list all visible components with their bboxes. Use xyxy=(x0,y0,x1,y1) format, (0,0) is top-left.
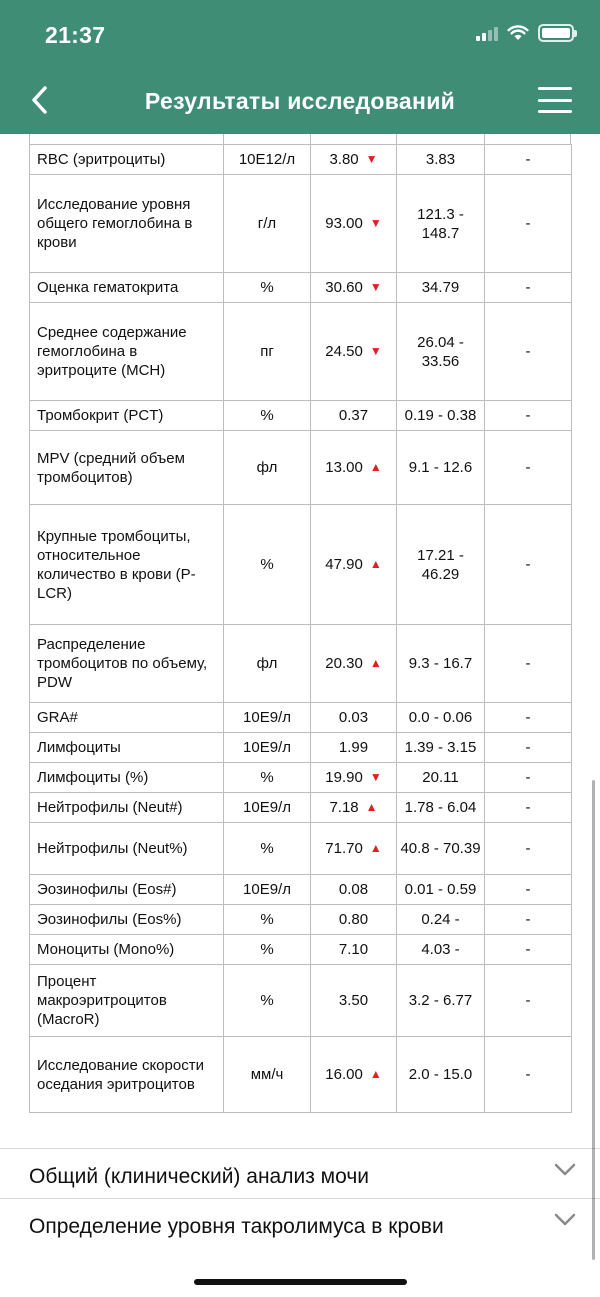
menu-line xyxy=(538,99,572,102)
reference-range-cell: 1.78 - 6.04 xyxy=(397,793,485,823)
table-row xyxy=(30,733,572,763)
value-cell xyxy=(311,823,397,875)
value-text: 20.30 xyxy=(325,655,363,672)
value-cell xyxy=(311,145,397,175)
extra-cell: - xyxy=(485,505,572,625)
table-row xyxy=(30,935,572,965)
status-icons xyxy=(476,24,574,42)
unit-cell: 10E9/л xyxy=(224,793,311,823)
value-text: 30.60 xyxy=(325,279,363,296)
value-cell xyxy=(311,401,397,431)
results-table xyxy=(29,144,572,1113)
scrollbar[interactable] xyxy=(592,780,595,1260)
unit-cell: % xyxy=(224,965,311,1037)
test-name-cell: Моноциты (Mono%) xyxy=(30,935,224,965)
reference-range-cell: 9.3 - 16.7 xyxy=(397,625,485,703)
test-name-cell: Эозинофилы (Eos#) xyxy=(30,875,224,905)
unit-cell: % xyxy=(224,505,311,625)
extra-cell: - xyxy=(485,273,572,303)
extra-cell: - xyxy=(485,703,572,733)
extra-cell: - xyxy=(485,145,572,175)
value-cell xyxy=(311,733,397,763)
menu-line xyxy=(538,87,572,90)
above-range-icon: ▲ xyxy=(365,800,378,814)
table-row xyxy=(30,431,572,505)
extra-cell: - xyxy=(485,1037,572,1113)
reference-range-cell: 2.0 - 15.0 xyxy=(397,1037,485,1113)
test-name-cell: Нейтрофилы (Neut%) xyxy=(30,823,224,875)
reference-range-cell: 26.04 - 33.56 xyxy=(397,303,485,401)
table-row xyxy=(30,625,572,703)
below-range-icon: ▼ xyxy=(369,770,382,784)
value-cell xyxy=(311,875,397,905)
value-text: 47.90 xyxy=(325,556,363,573)
reference-range-cell: 40.8 - 70.39 xyxy=(397,823,485,875)
extra-cell: - xyxy=(485,875,572,905)
test-name-cell: Лимфоциты (%) xyxy=(30,763,224,793)
test-name-cell: Тромбокрит (PCT) xyxy=(30,401,224,431)
chevron-down-icon xyxy=(554,1163,576,1177)
table-row xyxy=(30,303,572,401)
test-name-cell: RBC (эритроциты) xyxy=(30,145,224,175)
reference-range-cell: 0.01 - 0.59 xyxy=(397,875,485,905)
value-text: 0.03 xyxy=(338,709,369,726)
reference-range-cell: 9.1 - 12.6 xyxy=(397,431,485,505)
reference-range-cell: 3.83 xyxy=(397,145,485,175)
value-cell xyxy=(311,905,397,935)
value-cell xyxy=(311,175,397,273)
table-row xyxy=(30,905,572,935)
value-cell xyxy=(311,303,397,401)
reference-range-cell: 121.3 - 148.7 xyxy=(397,175,485,273)
value-cell xyxy=(311,965,397,1037)
extra-cell: - xyxy=(485,965,572,1037)
value-text: 71.70 xyxy=(325,840,363,857)
above-range-icon: ▲ xyxy=(369,460,382,474)
table-row xyxy=(30,175,572,273)
test-name-cell: Исследование скорости оседания эритроцитов xyxy=(30,1037,224,1113)
value-text: 3.50 xyxy=(338,992,369,1009)
table-row xyxy=(30,875,572,905)
below-range-icon: ▼ xyxy=(369,344,382,358)
test-name-cell: Эозинофилы (Eos%) xyxy=(30,905,224,935)
value-text: 19.90 xyxy=(325,769,363,786)
unit-cell: г/л xyxy=(224,175,311,273)
section-tacrolimus[interactable] xyxy=(0,1198,600,1248)
reference-range-cell: 1.39 - 3.15 xyxy=(397,733,485,763)
reference-range-cell: 3.2 - 6.77 xyxy=(397,965,485,1037)
value-cell xyxy=(311,763,397,793)
above-range-icon: ▲ xyxy=(369,1067,382,1081)
status-time: 21:37 xyxy=(45,22,106,48)
unit-cell: % xyxy=(224,273,311,303)
value-text: 0.37 xyxy=(338,407,369,424)
wifi-icon xyxy=(507,25,529,41)
value-cell xyxy=(311,703,397,733)
test-name-cell: GRA# xyxy=(30,703,224,733)
unit-cell: мм/ч xyxy=(224,1037,311,1113)
unit-cell: 10E12/л xyxy=(224,145,311,175)
section-title: Определение уровня такролимуса в крови xyxy=(29,1215,444,1238)
value-cell xyxy=(311,273,397,303)
value-text: 0.08 xyxy=(338,881,369,898)
test-name-cell: Процент макроэритроцитов (MacroR) xyxy=(30,965,224,1037)
section-title: Общий (клинический) анализ мочи xyxy=(29,1165,369,1188)
below-range-icon: ▼ xyxy=(369,216,382,230)
table-row xyxy=(30,763,572,793)
extra-cell: - xyxy=(485,935,572,965)
value-cell xyxy=(311,935,397,965)
test-name-cell: MPV (средний объем тромбоцитов) xyxy=(30,431,224,505)
results-table-container[interactable] xyxy=(29,134,571,1113)
value-cell xyxy=(311,793,397,823)
table-row xyxy=(30,505,572,625)
unit-cell: 10E9/л xyxy=(224,875,311,905)
table-top-edge xyxy=(29,134,571,144)
table-row xyxy=(30,273,572,303)
test-name-cell: Распределение тромбоцитов по объему, PDW xyxy=(30,625,224,703)
table-row xyxy=(30,703,572,733)
extra-cell: - xyxy=(485,401,572,431)
table-row xyxy=(30,401,572,431)
value-text: 24.50 xyxy=(325,343,363,360)
extra-cell: - xyxy=(485,763,572,793)
collapsed-sections xyxy=(0,1148,600,1248)
value-text: 0.80 xyxy=(338,911,369,928)
app-header xyxy=(0,0,600,134)
home-indicator[interactable] xyxy=(194,1279,407,1285)
value-cell xyxy=(311,625,397,703)
unit-cell: пг xyxy=(224,303,311,401)
value-cell xyxy=(311,505,397,625)
value-text: 7.18 xyxy=(329,799,359,816)
extra-cell: - xyxy=(485,625,572,703)
unit-cell: 10E9/л xyxy=(224,703,311,733)
extra-cell: - xyxy=(485,905,572,935)
above-range-icon: ▲ xyxy=(369,656,382,670)
unit-cell: 10E9/л xyxy=(224,733,311,763)
extra-cell: - xyxy=(485,431,572,505)
value-text: 16.00 xyxy=(325,1066,363,1083)
unit-cell: % xyxy=(224,763,311,793)
extra-cell: - xyxy=(485,823,572,875)
menu-button[interactable] xyxy=(538,87,572,113)
value-text: 1.99 xyxy=(338,739,369,756)
reference-range-cell: 17.21 - 46.29 xyxy=(397,505,485,625)
test-name-cell: Лимфоциты xyxy=(30,733,224,763)
above-range-icon: ▲ xyxy=(369,841,382,855)
test-name-cell: Оценка гематокрита xyxy=(30,273,224,303)
extra-cell: - xyxy=(485,175,572,273)
table-row xyxy=(30,965,572,1037)
reference-range-cell: 4.03 - xyxy=(397,935,485,965)
test-name-cell: Крупные тромбоциты, относительное количество в крови (P-LCR) xyxy=(30,505,224,625)
extra-cell: - xyxy=(485,733,572,763)
table-row xyxy=(30,823,572,875)
test-name-cell: Исследование уровня общего гемоглобина в крови xyxy=(30,175,224,273)
value-text: 7.10 xyxy=(338,941,369,958)
page-title: Результаты исследований xyxy=(144,88,456,114)
below-range-icon: ▼ xyxy=(365,152,378,166)
test-name-cell: Нейтрофилы (Neut#) xyxy=(30,793,224,823)
reference-range-cell: 0.0 - 0.06 xyxy=(397,703,485,733)
reference-range-cell: 0.24 - xyxy=(397,905,485,935)
value-cell xyxy=(311,1037,397,1113)
reference-range-cell: 0.19 - 0.38 xyxy=(397,401,485,431)
unit-cell: % xyxy=(224,401,311,431)
chevron-down-icon xyxy=(554,1213,576,1227)
unit-cell: фл xyxy=(224,625,311,703)
test-name-cell: Среднее содержание гемоглобина в эритроците (MCH) xyxy=(30,303,224,401)
unit-cell: % xyxy=(224,823,311,875)
extra-cell: - xyxy=(485,793,572,823)
table-row xyxy=(30,1037,572,1113)
cellular-signal-icon xyxy=(476,25,498,41)
menu-line xyxy=(538,110,572,113)
value-text: 3.80 xyxy=(329,151,359,168)
above-range-icon: ▲ xyxy=(369,557,382,571)
unit-cell: % xyxy=(224,905,311,935)
table-row xyxy=(30,793,572,823)
reference-range-cell: 20.11 xyxy=(397,763,485,793)
battery-icon xyxy=(538,24,574,42)
value-text: 13.00 xyxy=(325,459,363,476)
below-range-icon: ▼ xyxy=(369,280,382,294)
value-cell xyxy=(311,431,397,505)
extra-cell: - xyxy=(485,303,572,401)
unit-cell: фл xyxy=(224,431,311,505)
unit-cell: % xyxy=(224,935,311,965)
value-text: 93.00 xyxy=(325,215,363,232)
reference-range-cell: 34.79 xyxy=(397,273,485,303)
table-row xyxy=(30,145,572,175)
section-urine-analysis[interactable] xyxy=(0,1148,600,1198)
